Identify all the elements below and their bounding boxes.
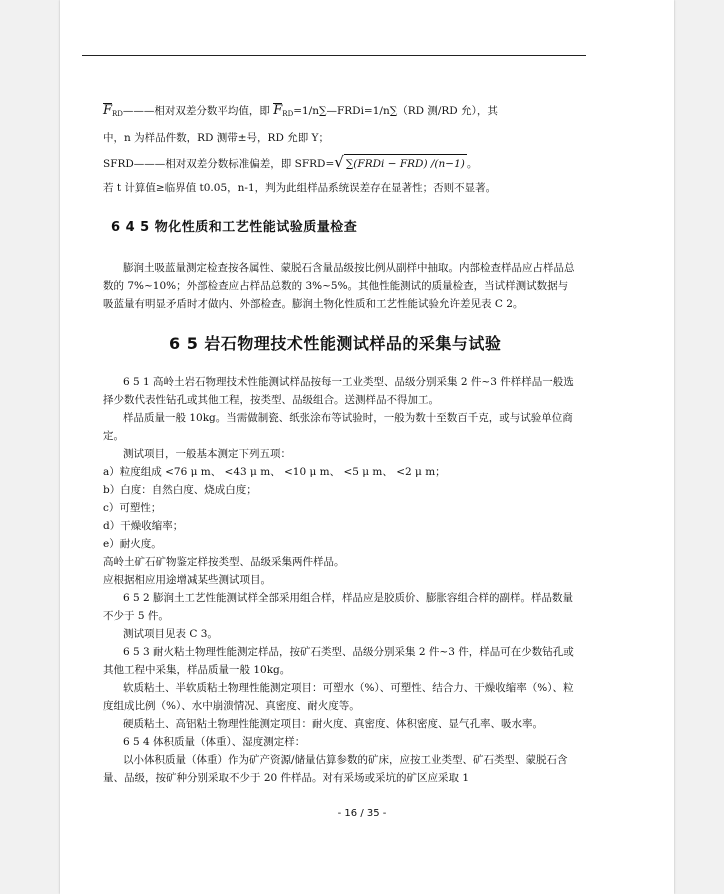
frd-mean-definition [103,102,577,123]
frd-mean-text2: =1/n∑—FRDi=1/n∑（RD 测/RD 允），其 [293,105,498,117]
paragraph-line: 测试项目见表 C 3。 [123,628,218,640]
formula-line-2: 中，n 为样品件数，RD 测带±号，RD 允即 Y； [103,132,329,144]
frd-subscript: RD [112,110,123,118]
frd-symbol: F [103,103,113,118]
frd-mean-text1: ———相对双差分数平均值，即 [122,105,270,117]
paragraph-line: 软质粘土、半软质粘土物理性能测定项目：可塑水（%）、可塑性、结合力、干燥收缩率（%）、粒度组成比例（%）、水中崩溃情况、真密度、耐火度等。 [103,682,574,712]
paragraph-line: 应根据相应用途增减某些测试项目。 [103,574,271,586]
page-number: - 16 / 35 - [337,808,387,819]
paragraph-line: 6 5 1 高岭土岩石物理技术性能测试样品按每一工业类型、品级分别采集 2 件~3 件样样品一般选择少数代表性钻孔或其他工程，按类型、品级组合。送测样品不得加工。 [103,376,574,406]
paragraph-line: 6 5 3 耐火粘土物理性能测定样品，按矿石类型、品级分别采集 2 件~3 件，样品可在少数钻孔或其他工程中采集，样品质量一般 10kg。 [103,646,574,676]
paragraph-line: 样品质量一般 10kg。当需做制瓷、纸张涂布等试验时，一般为数十至数百千克，或与试验单位商定。 [103,412,573,442]
page-content [103,102,577,787]
paragraph-line: 6 5 4 体积质量（体重）、湿度测定样： [123,736,306,748]
section-645-heading: 6 4 5 物化性质和工艺性能试验质量检查 [111,220,358,235]
list-item: c）可塑性； [103,502,162,514]
paragraph-line: 6 5 2 膨润土工艺性能测试样全部采用组合样，样品应是胶质价、膨胀容组合样的副样。样品数量不少于 5 件。 [103,592,574,622]
sfrd-text: SFRD———相对双差分数标准偏差，即 SFRD= [103,158,335,170]
header-rule [82,55,586,56]
list-item: d）干燥收缩率； [103,520,184,532]
section-65-body [103,373,577,787]
paragraph-line: 测试项目，一般基本测定下列五项： [123,448,291,460]
section-65-heading: 6 5 岩石物理技术性能测试样品的采集与试验 [169,334,502,353]
list-item: b）白度：自然白度、烧成白度； [103,484,257,496]
sfrd-end: 。 [466,158,478,170]
frd-subscript-2: RD [282,110,294,118]
paragraph-line: 高岭土矿石矿物鉴定样按类型、品级采集两件样品。 [103,556,345,568]
list-item: e）耐火度。 [103,538,162,550]
formula-line-4: 若 t 计算值≥临界值 t0.05，n-1，判为此组样品系统误差存在显著性；否则不显著。 [103,182,497,194]
section-645-paragraph: 膨润土吸蓝量测定检查按各属性、蒙脱石含量品级按比例从副样中抽取。内部检查样品应占样品总数的 7%~10%；外部检查应占样品总数的 3%~5%。其他性能测试的质量检查，当试样测试数据与吸蓝量有明显矛盾时才做内、外部检查。膨润土物化性质和工艺性能试验允许差见表 C 2。 [103,262,575,310]
paragraph-line: 以小体积质量（体重）作为矿产资源/储量估算参数的矿床，应按工业类型、矿石类型、蒙脱石含量、品级，按矿种分别采取不少于 20 件样品。对有采场或采坑的矿区应采取 1 [103,754,568,784]
sqrt-radicand: ∑(FRDi − FRD) /(n−1) [344,154,467,173]
frd-symbol-2: F [273,103,283,118]
list-item: a）粒度组成 <76 μ m、 <43 μ m、 <10 μ m、 <5 μ m、 <2 μ m； [103,466,446,478]
sqrt-sign-icon: √ [334,153,344,171]
paragraph-line: 硬质粘土、高铝粘土物理性能测定项目：耐火度、真密度、体积密度、显气孔率、吸水率。 [123,718,543,730]
sfrd-definition [103,153,577,173]
